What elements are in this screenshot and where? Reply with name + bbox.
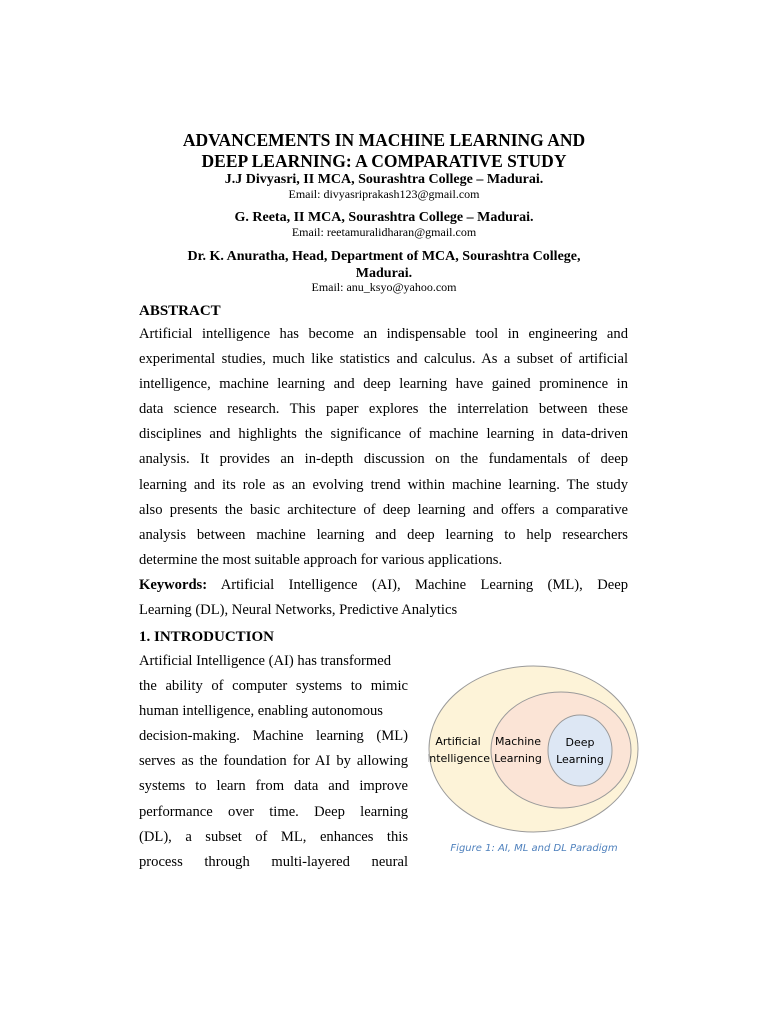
intro-line: Artificial Intelligence (AI) has transformed [139, 653, 392, 669]
introduction-body [139, 649, 408, 875]
abstract-line: Artificial intelligence has become an indispensable tool in engineering and [139, 326, 628, 342]
title-line-1: ADVANCEMENTS IN MACHINE LEARNING AND [182, 130, 586, 150]
nested-ellipses-diagram [428, 665, 640, 843]
introduction-heading: 1. INTRODUCTION [139, 629, 275, 645]
abstract-line: disciplines and highlights the significance of machine learning in data-driven [139, 426, 628, 443]
ai-label-line-2: Intelligence [428, 752, 491, 765]
ml-label-line-2: Learning [494, 752, 542, 765]
dl-ellipse [548, 715, 612, 786]
abstract-line: analysis. It provides an in-depth discussion on the fundamentals of deep [139, 451, 628, 468]
abstract-line: learning and its role as an evolving trend within machine learning. The study [139, 476, 628, 493]
intro-line: human intelligence, enabling autonomous [139, 703, 383, 720]
abstract-line: determine the most suitable approach for various applications. [139, 551, 503, 568]
dl-label-line-1: Deep [565, 736, 595, 749]
figure-caption: Figure 1: AI, ML and DL Paradigm [450, 843, 618, 854]
author-2-email: Email: reetamuralidharan@gmail.com [291, 225, 477, 239]
author-1-email: Email: divyasriprakash123@gmail.com [288, 187, 480, 201]
author-1-name: J.J Divyasri, II MCA, Sourashtra College – Madurai. [224, 172, 544, 187]
abstract-line: also presents the basic architecture of deep learning and offers a comparative [139, 501, 628, 518]
author-3-name-line-1: Dr. K. Anuratha, Head, Department of MCA, Sourashtra College, [187, 249, 581, 264]
keywords [139, 573, 628, 623]
ai-ml-dl-diagram [428, 665, 640, 865]
intro-line: decision-making. Machine learning (ML) [139, 728, 408, 745]
intro-line: (DL), a subset of ML, enhances this [139, 828, 408, 845]
keywords-line-1 [139, 573, 628, 598]
intro-line: performance over time. Deep learning [139, 803, 408, 820]
ml-label-line-1: Machine [494, 735, 542, 748]
dl-label-line-2: Learning [556, 753, 604, 766]
abstract-line: experimental studies, much like statistics and calculus. As a subset of artificial [139, 351, 628, 368]
abstract-line: analysis between machine learning and deep learning to help researchers [139, 526, 628, 543]
intro-line: the ability of computer systems to mimic [139, 678, 408, 695]
author-2-name: G. Reeta, II MCA, Sourashtra College – Madurai. [234, 210, 534, 225]
keywords-text-1: Artificial Intelligence (AI), Machine Learning (ML), Deep [220, 577, 628, 593]
keywords-line-2: Learning (DL), Neural Networks, Predictive Analytics [139, 602, 458, 619]
keywords-label: Keywords: [139, 577, 208, 593]
abstract-line: data science research. This paper explores the interrelation between these [139, 401, 628, 418]
abstract-line: intelligence, machine learning and deep learning have gained prominence in [139, 376, 628, 393]
abstract-heading: ABSTRACT [139, 303, 221, 319]
intro-line: process through multi-layered neural [139, 853, 408, 870]
author-3-email: Email: anu_ksyo@yahoo.com [311, 280, 457, 294]
intro-line: systems to learn from data and improve [139, 778, 408, 795]
abstract-body [139, 322, 628, 573]
title-line-2: DEEP LEARNING: A COMPARATIVE STUDY [201, 151, 567, 171]
author-3-name-line-2: Madurai. [355, 266, 413, 281]
paper-title [100, 130, 668, 172]
ai-label-line-1: Artificial [435, 735, 481, 748]
intro-line: serves as the foundation for AI by allowing [139, 753, 408, 770]
